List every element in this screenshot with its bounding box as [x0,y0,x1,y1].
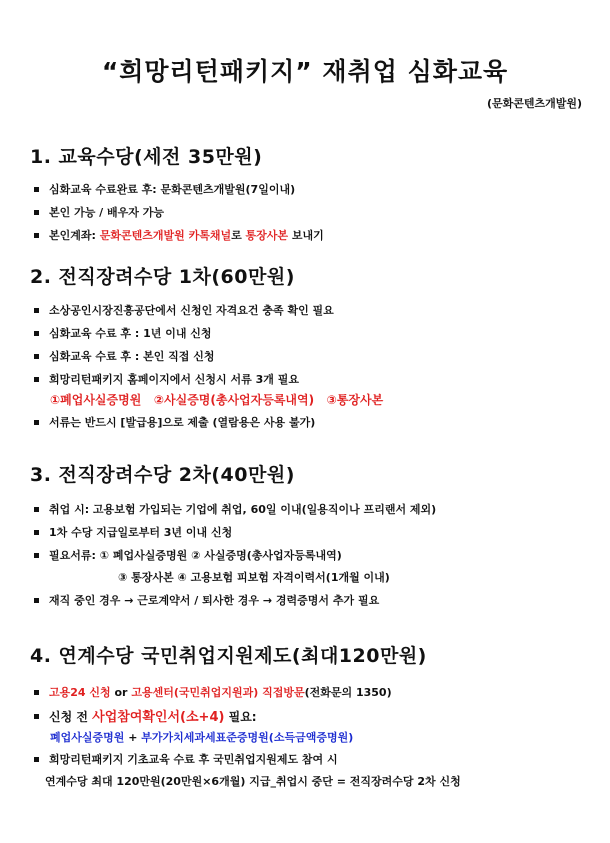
section-2-bullet-5: 서류는 반드시 [발급용]으로 제출 (열람용은 사용 불가) [34,414,315,430]
section-4-heading: 4. 연계수당 국민취업지원제도(최대120만원) [30,645,427,667]
section-4-bullet-3: 희망리턴패키지 기초교육 수료 후 국민취업지원제도 참여 시 [34,751,338,767]
section-3-continuation: ③ 통장사본 ④ 고용보험 피보험 자격이력서(1개월 이내) [118,571,390,584]
bullet-square-icon [34,210,39,215]
bullet-square-icon [34,714,39,719]
document-subtitle: (문화콘텐츠개발원) [486,97,582,110]
section-4-blue-line: 폐업사실증명원 + 부가가치세과세표준증명원(소득금액증명원) [50,731,354,744]
section-3-bullet-2: 1차 수당 지급일로부터 3년 이내 신청 [34,524,232,540]
bullet-square-icon [34,331,39,336]
section-1-bullet-1: 심화교육 수료완료 후: 문화콘텐츠개발원(7일이내) [34,181,295,197]
bullet-square-icon [34,187,39,192]
bullet-square-icon [34,553,39,558]
bullet-square-icon [34,377,39,382]
bullet-square-icon [34,598,39,603]
bullet-square-icon [34,354,39,359]
section-2-bullet-3: 심화교육 수료 후 : 본인 직접 신청 [34,348,215,364]
section-2-bullet-2: 심화교육 수료 후 : 1년 이내 신청 [34,325,212,341]
section-4-last-line: 연계수당 최대 120만원(20만원×6개월) 지급_취업시 중단 = 전직장려수당 2차 신청 [45,775,461,788]
bullet-square-icon [34,420,39,425]
section-3-bullet-1: 취업 시: 고용보험 가입되는 기업에 취업, 60일 이내(일용직이나 프리랜서 제외) [34,501,436,517]
document-title: “희망리턴패키지” 재취업 심화교육 [101,57,509,86]
bullet-square-icon [34,690,39,695]
bullet-square-icon [34,308,39,313]
section-1-bullet-2: 본인 가능 / 배우자 가능 [34,204,164,220]
section-3-bullet-3: 필요서류: ① 폐업사실증명원 ② 사실증명(총사업자등록내역) [34,547,342,563]
section-4-bullet-1: 고용24 신청 or 고용센터(국민취업지원과) 직접방문(전화문의 1350) [34,684,392,700]
section-2-bullet-1: 소상공인시장진흥공단에서 신청인 자격요건 충족 확인 필요 [34,302,334,318]
section-4-bullet-2: 신청 전 사업참여확인서(소+4) 필요: [34,706,257,725]
bullet-square-icon [34,530,39,535]
bullet-square-icon [34,233,39,238]
section-3-heading: 3. 전직장려수당 2차(40만원) [30,464,295,486]
section-1-bullet-3: 본인계좌: 문화콘텐츠개발원 카톡채널로 통장사본 보내기 [34,227,324,243]
section-2-heading: 2. 전직장려수당 1차(60만원) [30,266,295,288]
section-2-bullet-4: 희망리턴패키지 홈페이지에서 신청시 서류 3개 필요 [34,371,299,387]
bullet-square-icon [34,757,39,762]
section-3-bullet-4: 재직 중인 경우 → 근로계약서 / 퇴사한 경우 → 경력증명서 추가 필요 [34,592,379,608]
section-1-heading: 1. 교육수당(세전 35만원) [30,146,263,168]
bullet-square-icon [34,507,39,512]
section-2-docs-line: ①폐업사실증명원 ②사실증명(총사업자등록내역) ③통장사본 [50,393,384,407]
